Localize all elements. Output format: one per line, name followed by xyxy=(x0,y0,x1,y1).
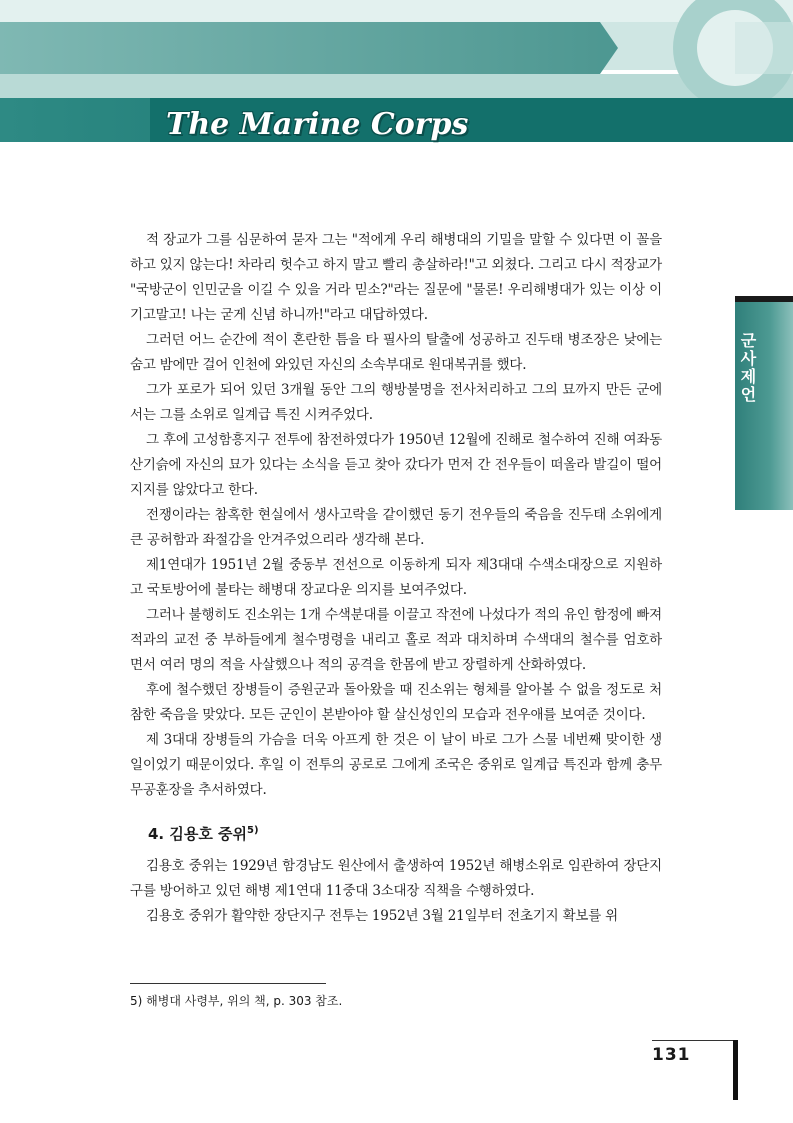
section-heading-text: 4. 김용호 중위 xyxy=(148,825,248,843)
banner-title: The Marine Corps xyxy=(166,107,469,142)
paragraph: 김용호 중위가 활약한 장단지구 전투는 1952년 3월 21일부터 전초기지 확보를 위 xyxy=(146,908,619,924)
section-heading xyxy=(130,817,662,848)
page-number-bar xyxy=(733,1040,738,1100)
paragraph: 김용호 중위는 1929년 함경남도 원산에서 출생하여 1952년 해병소위로 임관하여 장단지구를 방어하고 있던 해병 제1연대 11중대 3소대장 직책을 수행하였다. xyxy=(130,858,662,899)
footnote-reference[interactable]: 5) xyxy=(247,825,259,836)
side-section-tab xyxy=(735,296,793,510)
page-number-rule xyxy=(652,1040,738,1041)
paragraph: 후에 철수했던 장병들이 증원군과 돌아왔을 때 진소위는 형체를 알아볼 수 없을 정도로 처참한 죽음을 맞았다. 모든 군인이 본받아야 할 살신성인의 모습과 전우애를 보여준 것이다. xyxy=(130,682,662,723)
footnote-divider xyxy=(130,983,326,984)
paragraph: 전쟁이라는 참혹한 현실에서 생사고락을 같이했던 동기 전우들의 죽음을 진두태 소위에게 큰 공허함과 좌절감을 안겨주었으리라 생각해 본다. xyxy=(130,507,662,548)
paragraph: 그 후에 고성함흥지구 전투에 참전하였다가 1950년 12월에 진해로 철수하여 진해 여좌동 산기슭에 자신의 묘가 있다는 소식을 듣고 찾아 갔다가 먼저 간 전우들이 떠올라 발길이 떨어지지를 않았다고 한다. xyxy=(130,432,662,498)
paragraph: 그가 포로가 되어 있던 3개월 동안 그의 행방불명을 전사처리하고 그의 묘까지 만든 군에서는 그를 소위로 일계급 특진 시켜주었다. xyxy=(130,382,662,423)
side-tab-body xyxy=(735,302,793,510)
paragraph: 그러던 어느 순간에 적이 혼란한 틈을 타 필사의 탈출에 성공하고 진두태 병조장은 낮에는 숨고 밤에만 걸어 인천에 와있던 자신의 소속부대로 원대복귀를 했다. xyxy=(130,332,662,373)
paragraph: 그러나 불행히도 진소위는 1개 수색분대를 이끌고 작전에 나섰다가 적의 유인 함정에 빠져 적과의 교전 중 부하들에게 철수명령을 내리고 홀로 적과 대치하며 수색대의 철수를 엄호하면서 여러 명의 적을 사살했으나 적의 공격을 한몸에 받고 장렬하게 산화하였다. xyxy=(130,607,662,673)
page-number: 131 xyxy=(652,1045,691,1065)
paragraph: 적 장교가 그를 심문하여 묻자 그는 "적에게 우리 해병대의 기밀을 말할 수 있다면 이 꼴을 하고 있지 않는다! 차라리 헛수고 하지 말고 빨리 총살하라!"고 외쳤다. 그리고 다시 적장교가 "국방군이 인민군을 이길 수 있을 거라 믿소?"라는 질문에 "물론! 우리해병대가 있는 이상 이기고말고! 나는 굳게 신념 하니까!"라고 대답하였다. xyxy=(130,232,662,323)
article-body xyxy=(130,228,662,929)
paragraph: 제 3대대 장병들의 가슴을 더욱 아프게 한 것은 이 날이 바로 그가 스물 네번째 맞이한 생일이었기 때문이었다. 후일 이 전투의 공로로 그에게 조국은 중위로 일계급 특진과 함께 충무무공훈장을 추서하였다. xyxy=(130,732,662,798)
footnote: 5) 해병대 사령부, 위의 책, p. 303 참조. xyxy=(130,994,343,1008)
header-banner xyxy=(0,0,793,160)
side-tab-label: 군사제언 xyxy=(738,332,757,404)
paragraph: 제1연대가 1951년 2월 중동부 전선으로 이동하게 되자 제3대대 수색소대장으로 지원하고 국토방어에 불타는 해병대 장교다운 의지를 보여주었다. xyxy=(130,557,662,598)
